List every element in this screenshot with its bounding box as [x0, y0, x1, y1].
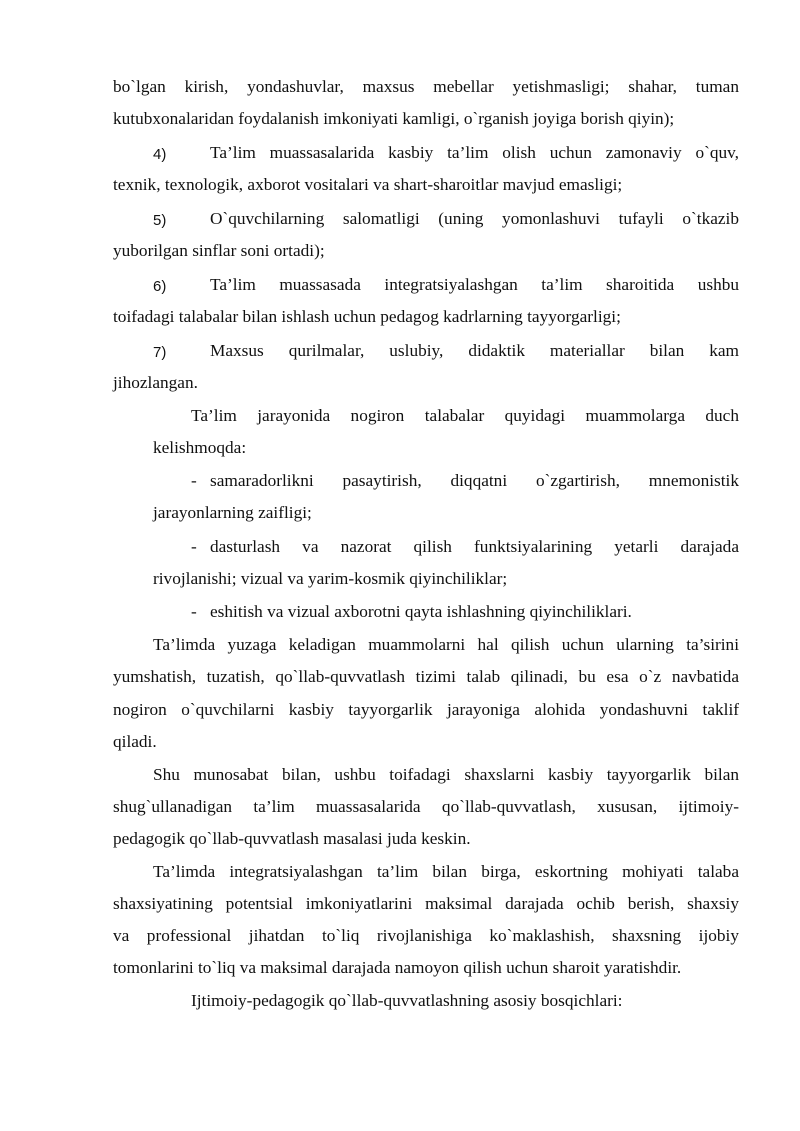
list-number: 7): [153, 344, 167, 361]
list-number: 4): [153, 146, 167, 163]
bullet-dash: -: [191, 471, 197, 490]
list-item-line: Ta’lim muassasada integratsiyalashgan ta’lim sharoitida ushbu: [210, 275, 739, 294]
paragraph-line: bo`lgan kirish, yondashuvlar, maxsus mebellar yetishmasligi; shahar, tuman: [113, 77, 739, 96]
paragraph-line: Shu munosabat bilan, ushbu toifadagi shaxslarni kasbiy tayyorgarlik bilan: [153, 765, 739, 784]
list-item-line: yuborilgan sinflar soni ortadi);: [113, 241, 325, 260]
bullet-line: rivojlanishi; vizual va yarim-kosmik qiyinchiliklar;: [153, 569, 508, 588]
paragraph-line: qiladi.: [113, 732, 157, 751]
paragraph-line: kelishmoqda:: [153, 438, 247, 457]
paragraph-line: pedagogik qo`llab-quvvatlash masalasi juda keskin.: [113, 829, 471, 848]
paragraph-line: Ta’limda yuzaga keladigan muammolarni hal qilish uchun ularning ta’sirini: [153, 635, 739, 654]
list-item-line: Maxsus qurilmalar, uslubiy, didaktik materiallar bilan kam: [210, 341, 739, 360]
paragraph-line: Ta’lim jarayonida nogiron talabalar quyidagi muammolarga duch: [191, 406, 739, 425]
paragraph-line: tomonlarini to`liq va maksimal darajada namoyon qilish uchun sharoit yaratishdir.: [113, 958, 682, 977]
paragraph-line: kutubxonalaridan foydalanish imkoniyati kamligi, o`rganish joyiga borish qiyin);: [113, 109, 675, 128]
bullet-line: eshitish va vizual axborotni qayta ishlashning qiyinchiliklari.: [210, 602, 632, 621]
bullet-dash: -: [191, 537, 197, 556]
paragraph-line: shug`ullanadigan ta’lim muassasalarida qo`llab-quvvatlash, xususan, ijtimoiy-: [113, 797, 739, 816]
paragraph-line: shaxsiyatining potentsial imkoniyatlarini maksimal darajada ochib berish, shaxsiy: [113, 894, 739, 913]
bullet-line: jarayonlarning zaifligi;: [153, 503, 312, 522]
paragraph-line: Ta’limda integratsiyalashgan ta’lim bilan birga, eskortning mohiyati talaba: [153, 862, 739, 881]
list-item-line: toifadagi talabalar bilan ishlash uchun pedagog kadrlarning tayyorgarligi;: [113, 307, 621, 326]
list-item-line: O`quvchilarning salomatligi (uning yomonlashuvi tufayli o`tkazib: [210, 209, 739, 228]
bullet-line: dasturlash va nazorat qilish funktsiyalarining yetarli darajada: [210, 537, 739, 556]
paragraph-line: yumshatish, tuzatish, qo`llab-quvvatlash tizimi talab qilinadi, bu esa o`z navbatida: [113, 667, 739, 686]
list-item-line: jihozlangan.: [113, 373, 198, 392]
list-number: 5): [153, 212, 167, 229]
paragraph-line: va professional jihatdan to`liq rivojlanishiga ko`maklashish, shaxsning ijobiy: [113, 926, 739, 945]
bullet-dash: -: [191, 602, 197, 621]
list-item-line: Ta’lim muassasalarida kasbiy ta’lim olish uchun zamonaviy o`quv,: [210, 143, 739, 162]
section-heading: Ijtimoiy-pedagogik qo`llab-quvvatlashning asosiy bosqichlari:: [191, 991, 623, 1010]
list-number: 6): [153, 278, 167, 295]
list-item-line: texnik, texnologik, axborot vositalari va shart-sharoitlar mavjud emasligi;: [113, 175, 623, 194]
paragraph-line: nogiron o`quvchilarni kasbiy tayyorgarlik jarayoniga alohida yondashuvni taklif: [113, 700, 739, 719]
bullet-line: samaradorlikni pasaytirish, diqqatni o`zgartirish, mnemonistik: [210, 471, 739, 490]
